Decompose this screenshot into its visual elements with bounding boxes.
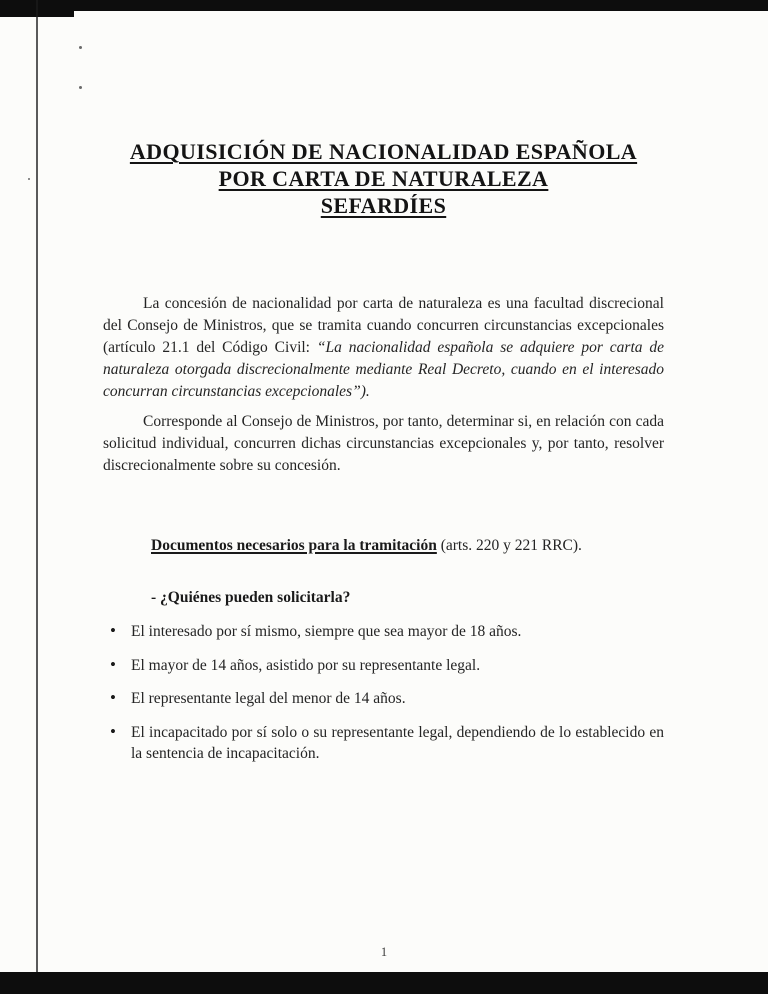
paragraph-intro	[103, 293, 664, 403]
list-item: • El mayor de 14 años, asistido por su representante legal.	[103, 655, 664, 677]
section-heading-underlined: Documentos necesarios para la tramitación	[151, 537, 437, 554]
page-number: 1	[380, 945, 388, 959]
title-line-3: SEFARDÍES	[320, 193, 447, 218]
document-title	[103, 138, 664, 219]
paragraph-intro-normal-run: La concesión de nacionalidad por carta de naturaleza es una facultad discrecional del Consejo de Ministros, que se tramita cuando concurren circunstancias excepcionales (artículo 21.1 del Código Civil:	[103, 295, 664, 356]
list-item: • El incapacitado por sí solo o su representante legal, dependiendo de lo establecido en la sentencia de incapacitación.	[103, 722, 664, 765]
paragraph-second: Corresponde al Consejo de Ministros, por tanto, determinar si, en relación con cada solicitud individual, concurren dichas circunstancias excepcionales y, por tanto, resolver discrecionalmente sobre su concesión.	[103, 413, 664, 474]
list-item: • El representante legal del menor de 14 años.	[103, 688, 664, 710]
title-line-1: ADQUISICIÓN DE NACIONALIDAD ESPAÑOLA	[129, 139, 638, 164]
paragraph-intro-italic-quote: “La nacionalidad española se adquiere por carta de naturaleza otorgada discrecionalmente mediante Real Decreto, cuando en el interesado concurran circunstancias excepcionales”).	[103, 339, 664, 400]
bullet-list	[103, 621, 664, 765]
title-line-2: POR CARTA DE NATURALEZA	[218, 166, 549, 191]
section-heading-suffix: (arts. 220 y 221 RRC).	[436, 537, 582, 554]
section-heading	[103, 535, 664, 557]
list-item: • El interesado por sí mismo, siempre que sea mayor de 18 años.	[103, 621, 664, 643]
subsection-heading: - ¿Quiénes pueden solicitarla?	[151, 589, 351, 606]
